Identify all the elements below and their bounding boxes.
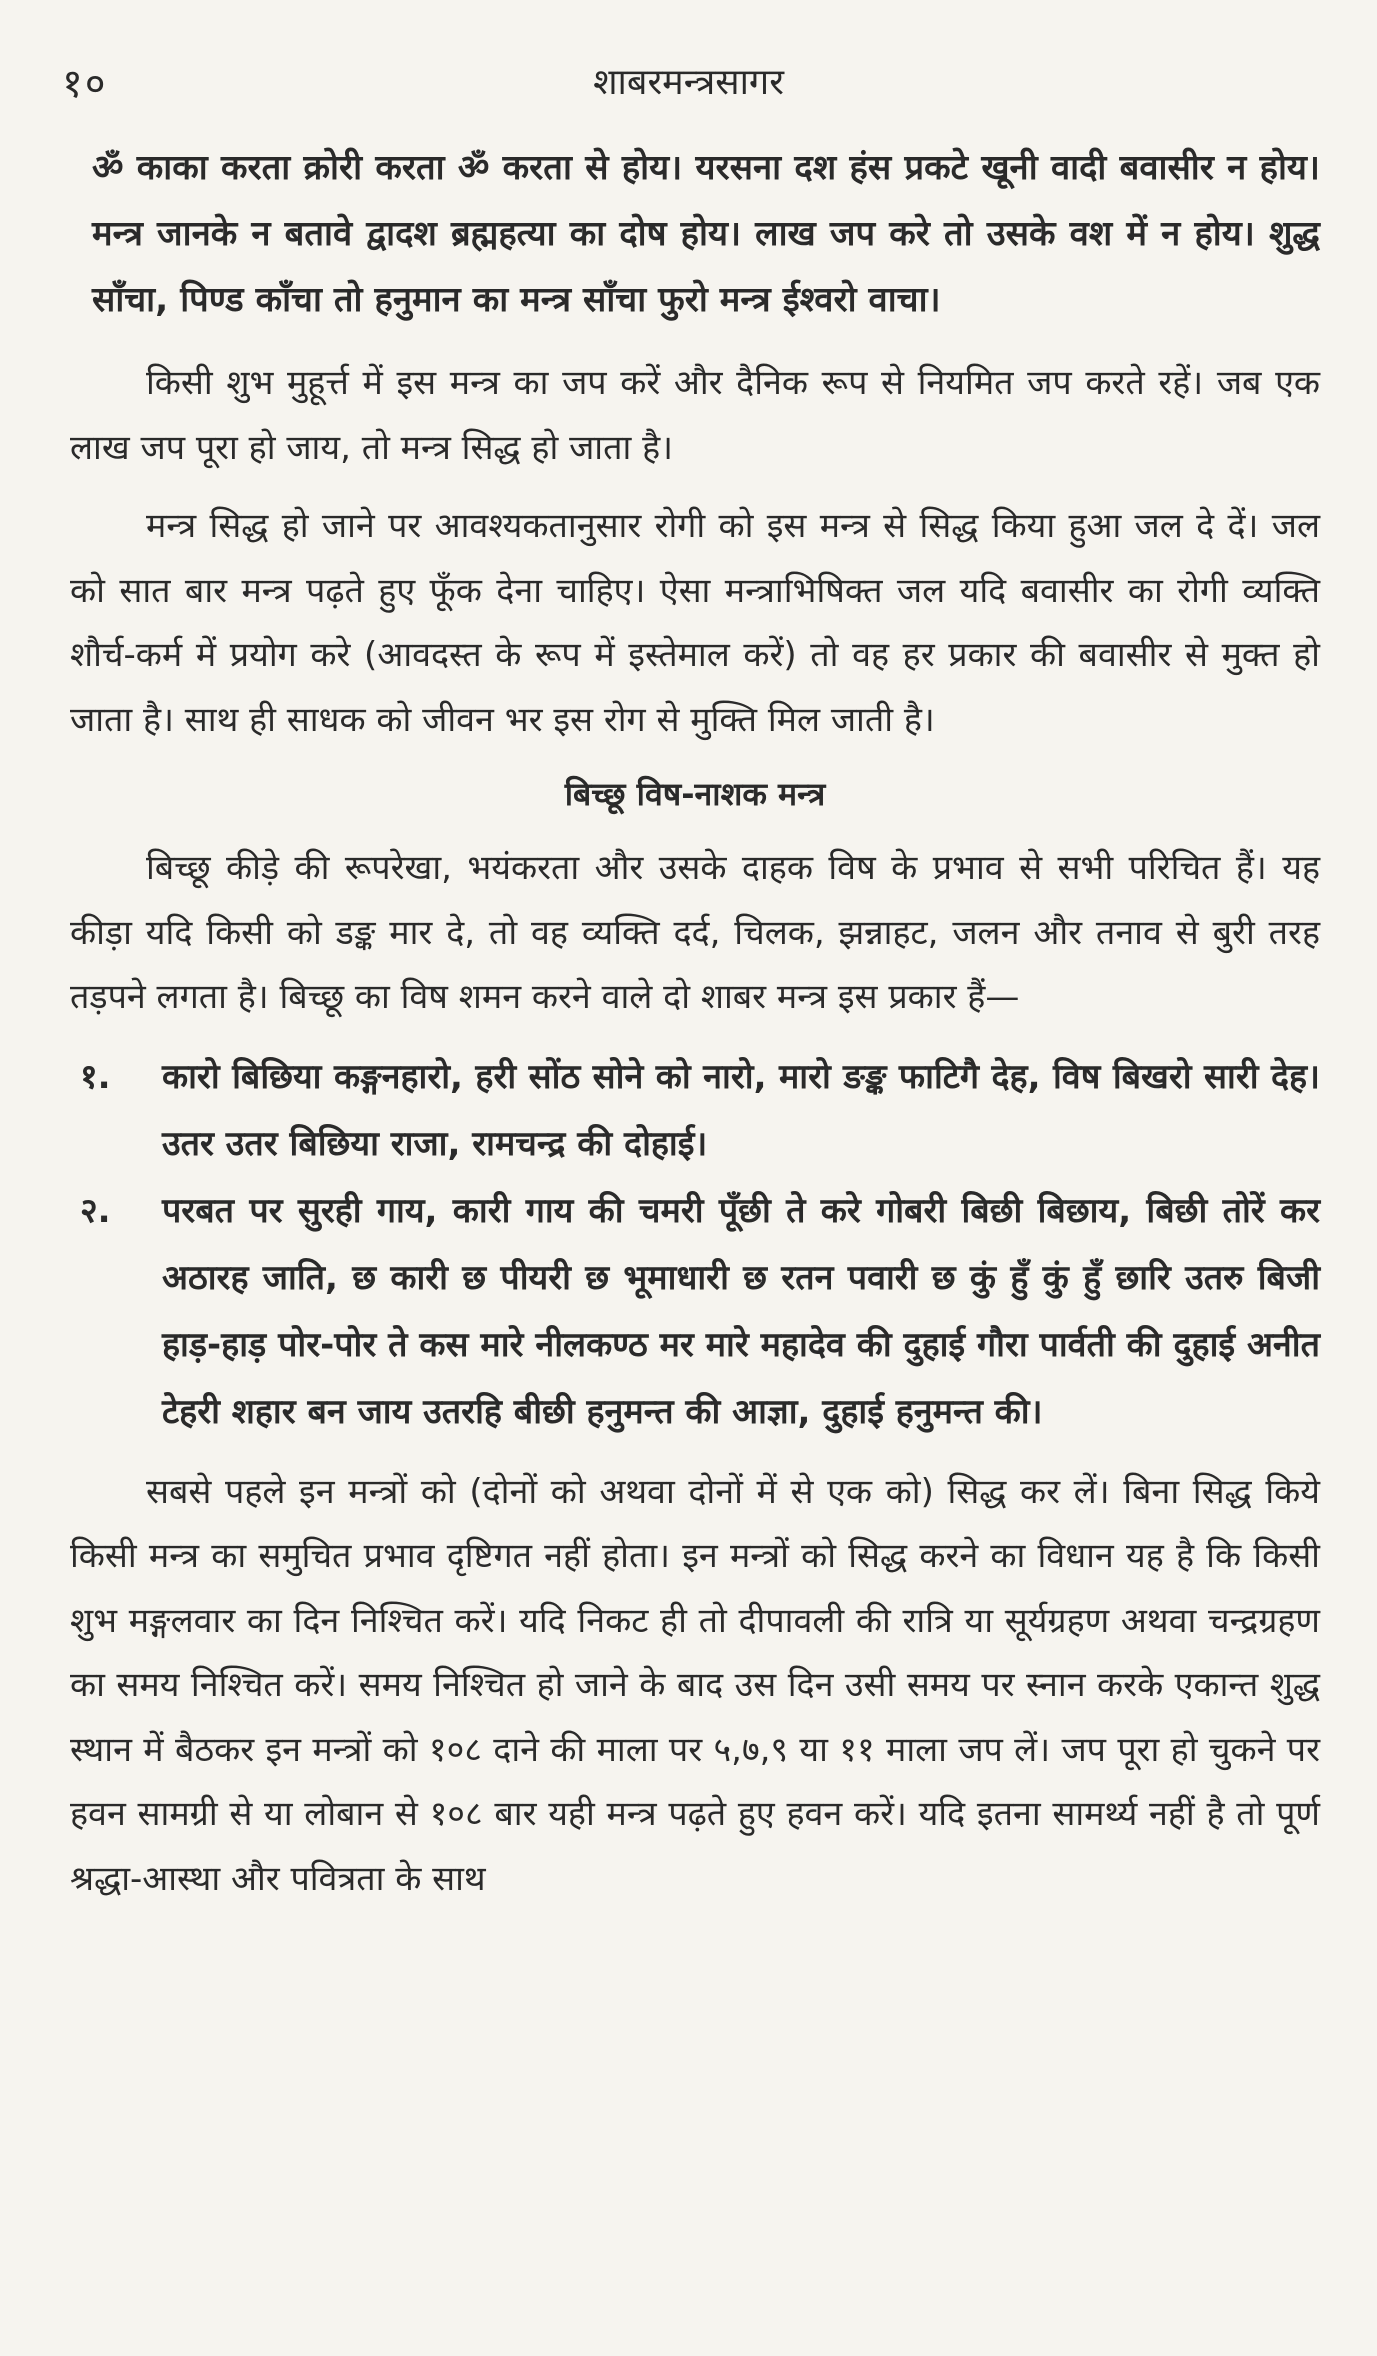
list-item-number: १. <box>80 1056 111 1097</box>
list-item <box>70 1178 1320 1446</box>
paragraph-siddhi-procedure: किसी शुभ मुहूर्त्त में इस मन्त्र का जप करें और दैनिक रूप से नियमित जप करते रहें। जब एक लाख जप पूरा हो जाय, तो मन्त्र सिद्ध हो जाता है। <box>70 363 1320 468</box>
list-item-number: २. <box>80 1190 111 1231</box>
running-head: शाबरमन्त्रसागर <box>593 62 784 103</box>
section-heading: बिच्छू विष-नाशक मन्त्र <box>564 775 826 813</box>
hemorrhoid-mantra: ॐ काका करता क्रोरी करता ॐ करता से होय। यरसना दश हंस प्रकटे खूनी वादी बवासीर न होय। मन्त्र जानके न बतावे द्वादश ब्रह्महत्या का दोष होय। लाख जप करे तो उसके वश में न होय। शुद्ध साँचा, पिण्ड काँचा तो हनुमान का मन्त्र साँचा फुरो मन्त्र ईश्वरो वाचा। <box>92 148 1320 320</box>
paragraph-application: मन्त्र सिद्ध हो जाने पर आवश्यकतानुसार रोगी को इस मन्त्र से सिद्ध किया हुआ जल दे दें। जल को सात बार मन्त्र पढ़ते हुए फूँक देना चाहिए। ऐसा मन्त्राभिषिक्त जल यदि बवासीर का रोगी व्यक्ति शौर्च-कर्म में प्रयोग करे (आवदस्त के रूप में इस्तेमाल करें) तो वह हर प्रकार की बवासीर से मुक्त हो जाता है। साथ ही साधक को जीवन भर इस रोग से मुक्ति मिल जाती है। <box>70 506 1320 740</box>
page-body <box>70 135 1320 1925</box>
list-item <box>70 1044 1320 1178</box>
page-number: १० <box>62 61 108 107</box>
paragraph-scorpion-intro: बिच्छू कीड़े की रूपरेखा, भयंकरता और उसके दाहक विष के प्रभाव से सभी परिचित हैं। यह कीड़ा यदि किसी को डङ्क मार दे, तो वह व्यक्ति दर्द, चिलक, झन्नाहट, जलन और तनाव से बुरी तरह तड़पने लगता है। बिच्छू का विष शमन करने वाले दो शाबर मन्त्र इस प्रकार हैं— <box>70 848 1320 1017</box>
list-item-text: परबत पर सुरही गाय, कारी गाय की चमरी पूँछी ते करे गोबरी बिछी बिछाय, बिछी तोरें कर अठारह जाति, छ कारी छ पीयरी छ भूमाधारी छ रतन पवारी छ कुं हुँ कुं हुँ छारि उतरु बिजी हाड़-हाड़ पोर-पोर ते कस मारे नीलकण्ठ मर मारे महादेव की दुहाई गौरा पार्वती की दुहाई अनीत टेहरी शहार बन जाय उतरहि बीछी हनुमन्त की आज्ञा, दुहाई हनुमन्त की। <box>162 1190 1320 1432</box>
list-item-text: कारो बिछिया कङ्गनहारो, हरी सोंठ सोने को नारो, मारो ङङ्क फाटिगै देह, विष बिखरो सारी देह। उतर उतर बिछिया राजा, रामचन्द्र की दोहाई। <box>162 1056 1320 1164</box>
page-header <box>0 40 1377 110</box>
scorpion-mantra-list <box>70 1044 1320 1446</box>
paragraph-siddhi-method: सबसे पहले इन मन्त्रों को (दोनों को अथवा दोनों में से एक को) सिद्ध कर लें। बिना सिद्ध किये किसी मन्त्र का समुचित प्रभाव दृष्टिगत नहीं होता। इन मन्त्रों को सिद्ध करने का विधान यह है कि किसी शुभ मङ्गलवार का दिन निश्चित करें। यदि निकट ही तो दीपावली की रात्रि या सूर्यग्रहण अथवा चन्द्रग्रहण का समय निश्चित करें। समय निश्चित हो जाने के बाद उस दिन उसी समय पर स्नान करके एकान्त शुद्ध स्थान में बैठकर इन मन्त्रों को १०८ दाने की माला पर ५,७,९ या ११ माला जप लें। जप पूरा हो चुकने पर हवन सामग्री से या लोबान से १०८ बार यही मन्त्र पढ़ते हुए हवन करें। यदि इतना सामर्थ्य नहीं है तो पूर्ण श्रद्धा-आस्था और पवित्रता के साथ <box>70 1471 1320 1899</box>
